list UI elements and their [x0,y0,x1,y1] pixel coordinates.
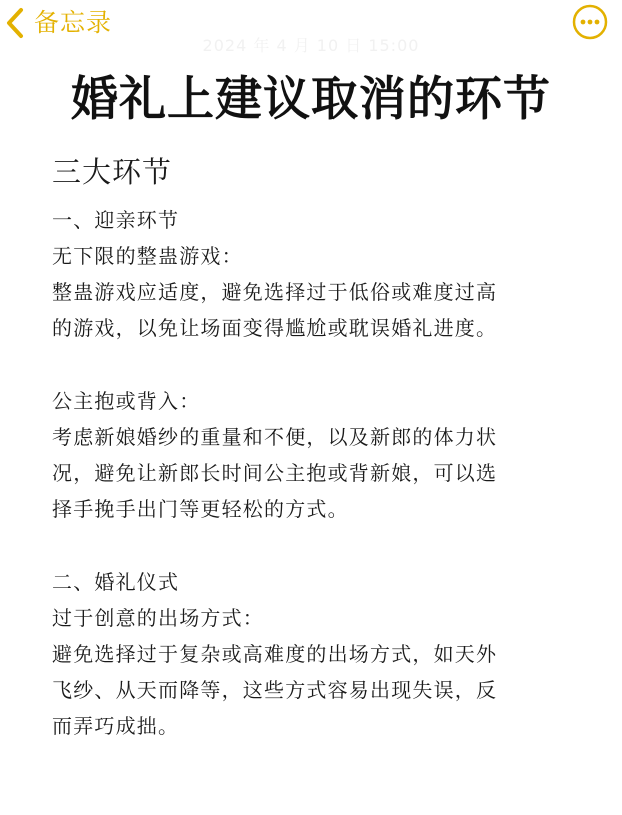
note-timestamp: 2024 年 4 月 10 日 15:00 [202,36,420,55]
note-line: 二、婚礼仪式 [52,570,180,594]
note-line: 的游戏，以免让场面变得尴尬或耽误婚礼进度。 [52,316,498,340]
note-title: 婚礼上建议取消的环节 [71,72,551,127]
note-line: 整蛊游戏应适度，避免选择过于低俗或难度过高 [52,280,498,304]
paragraph-gap [52,527,592,564]
section-heading: 三大环节 [52,155,173,189]
note-line: 避免选择过于复杂或高难度的出场方式，如天外 [52,642,498,666]
note-body[interactable] [52,150,592,744]
note-line: 一、迎亲环节 [52,208,180,232]
note-line: 考虑新娘婚纱的重量和不便，以及新郎的体力状 [52,425,498,449]
note-line: 飞纱、从天而降等，这些方式容易出现失误，反 [52,678,498,702]
note-line: 无下限的整蛊游戏： [52,244,243,268]
note-line: 择手挽手出门等更轻松的方式。 [52,497,349,521]
note-lines [52,202,592,744]
note-line: 而弄巧成拙。 [52,714,180,738]
note-line: 况，避免让新郎长时间公主抱或背新娘，可以选 [52,461,498,485]
paragraph-gap [52,346,592,383]
back-label: 备忘录 [34,8,113,37]
note-line: 过于创意的出场方式： [52,606,264,630]
note-line: 公主抱或背入： [52,389,201,413]
